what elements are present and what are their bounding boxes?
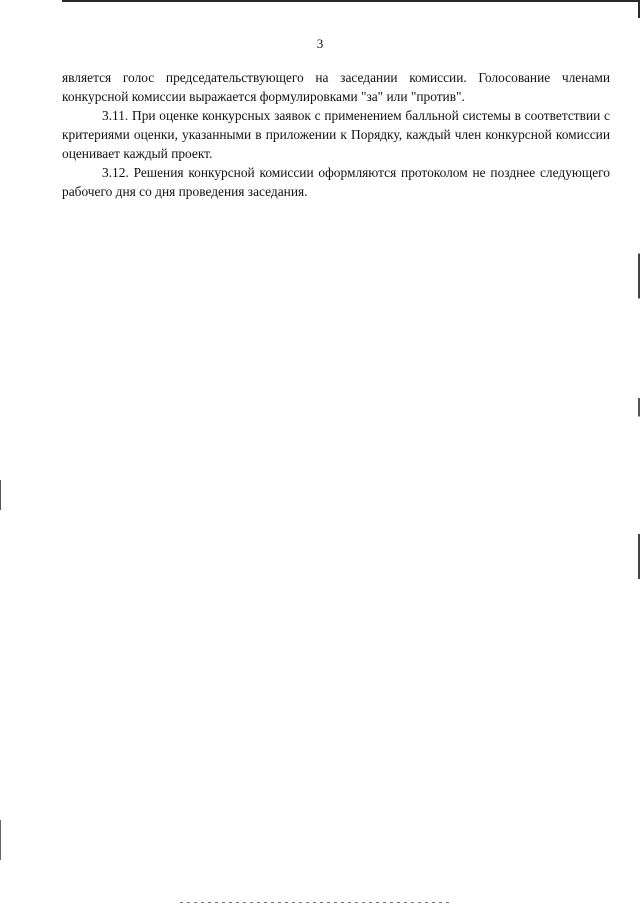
paragraph-voting-continuation: является голос председательствующего на заседании комиссии. Голосование членами конкурсной комиссии выражается формулировками "за" или "против". (62, 70, 610, 104)
paragraph-3-11: 3.11. При оценке конкурсных заявок с применением балльной системы в соответствии с критериями оценки, указанными в приложении к Порядку, каждый член конкурсной комиссии оценивает каждый проект. (62, 108, 610, 161)
scan-edge-left-mark-lower (0, 820, 1, 860)
scan-edge-top (62, 0, 640, 2)
scan-edge-left-mark (0, 480, 1, 510)
scan-edge-bottom (180, 902, 450, 903)
page-number: 3 (316, 36, 324, 51)
body-text (62, 68, 610, 201)
paragraph-3-12: 3.12. Решения конкурсной комиссии оформляются протоколом не позднее следующего рабочего дня со дня проведения заседания. (62, 165, 610, 199)
